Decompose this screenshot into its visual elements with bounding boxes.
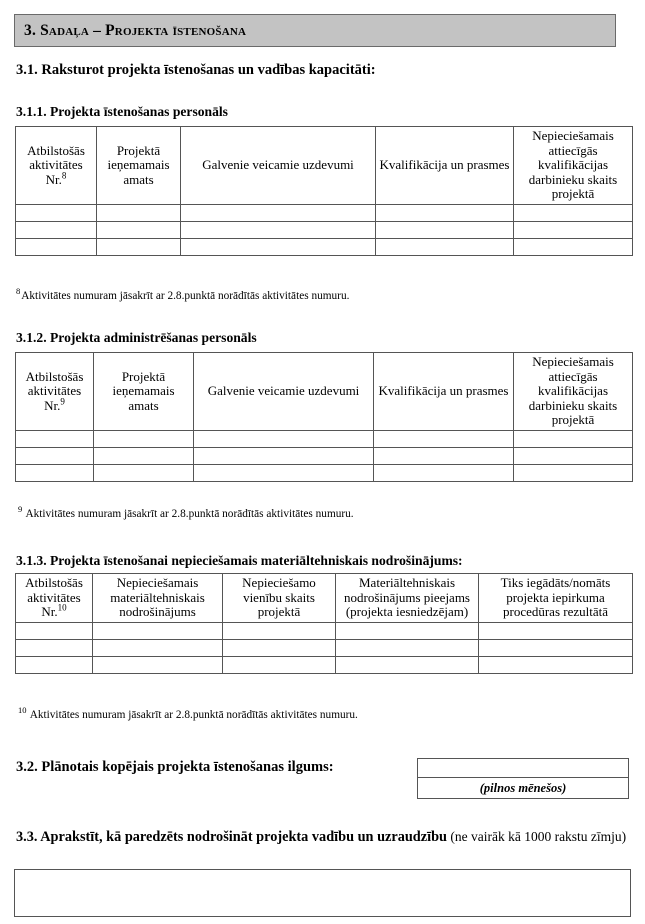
section-banner-title: 3. Sadaļa – Projekta īstenošana <box>24 21 247 39</box>
footnote-marker: 10 <box>57 602 67 613</box>
heading-3-1-1: 3.1.1. Projekta īstenošanas personāls <box>16 104 228 119</box>
section-banner <box>14 14 616 47</box>
cell-qualification[interactable] <box>374 464 514 481</box>
column-header-qualification: Kvalifikācija un prasmes <box>374 353 514 431</box>
duration-hint-label: (pilnos mēnešos) <box>479 780 567 795</box>
footnote-9-text: Aktivitātes numuram jāsakrīt ar 2.8.punktā norādītās aktivitātes numuru. <box>25 508 354 520</box>
column-header-position: Projektā ieņemamais amats <box>97 127 181 205</box>
cell-activity-no[interactable] <box>16 204 97 221</box>
table-row[interactable] <box>16 430 633 447</box>
footnote-10 <box>18 705 358 723</box>
cell-activity-no[interactable] <box>16 221 97 238</box>
cell-qualification[interactable] <box>376 221 514 238</box>
cell-position[interactable] <box>94 447 194 464</box>
cell-qualification[interactable] <box>374 447 514 464</box>
table-row[interactable] <box>16 464 633 481</box>
cell-to-be-purchased[interactable] <box>479 622 633 639</box>
duration-input-box[interactable] <box>417 758 629 799</box>
cell-staff-count[interactable] <box>514 447 633 464</box>
description-textarea[interactable] <box>14 869 631 917</box>
table-row[interactable] <box>16 622 633 639</box>
cell-required-provision[interactable] <box>93 622 223 639</box>
heading-3-1: 3.1. Raksturot projekta īstenošanas un vadības kapacitāti: <box>16 62 376 78</box>
table-body <box>16 622 633 673</box>
cell-required-provision[interactable] <box>93 656 223 673</box>
cell-main-tasks[interactable] <box>194 447 374 464</box>
column-header-qualification: Kvalifikācija un prasmes <box>376 127 514 205</box>
cell-qualification[interactable] <box>376 204 514 221</box>
table-body <box>16 204 633 255</box>
cell-main-tasks[interactable] <box>181 221 376 238</box>
table-project-implementation-staff <box>15 126 633 256</box>
cell-position[interactable] <box>94 464 194 481</box>
cell-activity-no[interactable] <box>16 639 93 656</box>
cell-units-count[interactable] <box>223 656 336 673</box>
column-header-units-count: Nepieciešamo vienību skaits projektā <box>223 574 336 623</box>
column-header-staff-count: Nepieciešamais attiecīgās kvalifikācijas darbinieku skaits projektā <box>514 353 633 431</box>
heading-3-2: 3.2. Plānotais kopējais projekta īstenošanas ilgums: <box>16 759 334 775</box>
column-header-available: Materiāltehniskais nodrošinājums pieejams (projekta iesniedzējam) <box>336 574 479 623</box>
footnote-marker: 9 <box>60 396 65 407</box>
cell-main-tasks[interactable] <box>194 464 374 481</box>
column-header-to-be-purchased: Tiks iegādāts/nomāts projekta iepirkuma procedūras rezultātā <box>479 574 633 623</box>
table-header-row <box>16 127 633 205</box>
table-body <box>16 430 633 481</box>
cell-to-be-purchased[interactable] <box>479 639 633 656</box>
cell-activity-no[interactable] <box>16 238 97 255</box>
column-header-activity-no: Atbilstošās aktivitātes Nr.$^{10}$ <box>16 574 93 623</box>
cell-staff-count[interactable] <box>514 430 633 447</box>
column-header-required-provision: Nepieciešamais materiāltehniskais nodrošinājums <box>93 574 223 623</box>
cell-units-count[interactable] <box>223 639 336 656</box>
cell-available[interactable] <box>336 639 479 656</box>
table-row[interactable] <box>16 447 633 464</box>
cell-activity-no[interactable] <box>16 464 94 481</box>
footnote-marker: 8 <box>61 170 67 181</box>
cell-to-be-purchased[interactable] <box>479 656 633 673</box>
heading-3-3 <box>16 828 632 847</box>
table-row[interactable] <box>16 204 633 221</box>
duration-value-field[interactable] <box>418 759 628 778</box>
table-header-row <box>16 574 633 623</box>
table-material-technical-provision <box>15 573 633 674</box>
cell-staff-count[interactable] <box>514 204 633 221</box>
cell-activity-no[interactable] <box>16 656 93 673</box>
heading-3-1-3: 3.1.3. Projekta īstenošanai nepieciešamais materiāltehniskais nodrošinājums: <box>16 553 463 568</box>
table-project-administration-staff <box>15 352 633 482</box>
cell-activity-no[interactable] <box>16 447 94 464</box>
footnote-9 <box>18 504 354 522</box>
column-header-main-tasks: Galvenie veicamie uzdevumi <box>194 353 374 431</box>
table-row[interactable] <box>16 238 633 255</box>
cell-activity-no[interactable] <box>16 430 94 447</box>
cell-position[interactable] <box>97 238 181 255</box>
heading-3-3-regular: (ne vairāk kā 1000 rakstu zīmju) <box>446 829 627 844</box>
column-header-activity-no: Atbilstošās aktivitātes Nr.$^9$ <box>16 353 94 431</box>
cell-available[interactable] <box>336 656 479 673</box>
column-header-position: Projektā ieņemamais amats <box>94 353 194 431</box>
column-header-staff-count: Nepieciešamais attiecīgās kvalifikācijas darbinieku skaits projektā <box>514 127 633 205</box>
footnote-8 <box>16 286 350 304</box>
cell-staff-count[interactable] <box>514 221 633 238</box>
column-header-main-tasks: Galvenie veicamie uzdevumi <box>181 127 376 205</box>
footnote-10-text: Aktivitātes numuram jāsakrīt ar 2.8.punktā norādītās aktivitātes numuru. <box>29 709 358 721</box>
cell-main-tasks[interactable] <box>181 238 376 255</box>
cell-main-tasks[interactable] <box>181 204 376 221</box>
footnote-8-marker: 8 <box>16 286 21 297</box>
footnote-10-marker: 10 <box>18 705 27 716</box>
cell-position[interactable] <box>94 430 194 447</box>
column-header-activity-no: Atbilstošās aktivitātes Nr.$^8$ <box>16 127 97 205</box>
cell-position[interactable] <box>97 221 181 238</box>
cell-staff-count[interactable] <box>514 238 633 255</box>
footnote-8-text: Aktivitātes numuram jāsakrīt ar 2.8.punktā norādītās aktivitātes numuru. <box>21 290 350 302</box>
cell-qualification[interactable] <box>376 238 514 255</box>
table-row[interactable] <box>16 639 633 656</box>
table-header-row <box>16 353 633 431</box>
cell-qualification[interactable] <box>374 430 514 447</box>
heading-3-3-bold: 3.3. Aprakstīt, kā paredzēts nodrošināt projekta vadību un uzraudzību <box>16 829 447 845</box>
table-row[interactable] <box>16 656 633 673</box>
heading-3-1-2: 3.1.2. Projekta administrēšanas personāls <box>16 330 257 345</box>
footnote-9-marker: 9 <box>18 504 23 515</box>
cell-available[interactable] <box>336 622 479 639</box>
cell-staff-count[interactable] <box>514 464 633 481</box>
cell-required-provision[interactable] <box>93 639 223 656</box>
cell-position[interactable] <box>97 204 181 221</box>
cell-main-tasks[interactable] <box>194 430 374 447</box>
cell-activity-no[interactable] <box>16 622 93 639</box>
table-row[interactable] <box>16 221 633 238</box>
cell-units-count[interactable] <box>223 622 336 639</box>
